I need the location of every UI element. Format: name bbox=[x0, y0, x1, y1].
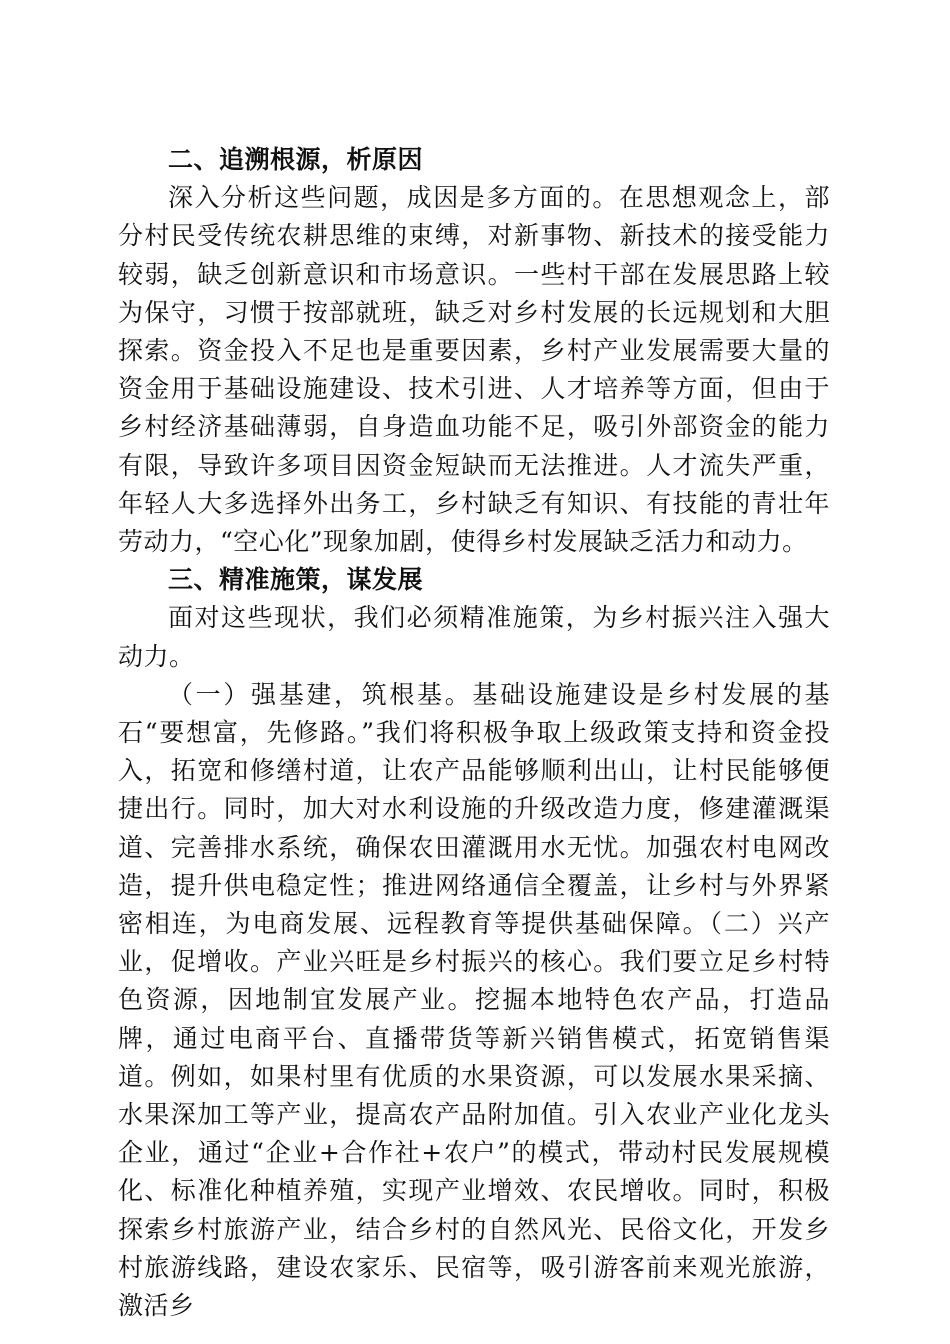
section-3-paragraph-2: （一）强基建，筑根基。基础设施建设是乡村发展的基石“要想富，先修路。”我们将积极争取上级政策支持和资金投入，拓宽和修缮村道，让农产品能够顺利出山，让村民能够便捷出行。同时，加大对水利设施的升级改造力度，修建灌溉渠道、完善排水系统，确保农田灌溉用水无忧。加强农村电网改造，提升供电稳定性；推进网络通信全覆盖，让乡村与外界紧密相连，为电商发展、远程教育等提供基础保障。（二）兴产业，促增收。产业兴旺是乡村振兴的核心。我们要立足乡村特色资源，因地制宜发展产业。挖掘本地特色农产品，打造品牌，通过电商平台、直播带货等新兴销售模式，拓宽销售渠道。例如，如果村里有优质的水果资源，可以发展水果采摘、水果深加工等产业，提高农产品附加值。引入农业产业化龙头企业，通过“企业+合作社+农户”的模式，带动村民发展规模化、标准化种植养殖，实现产业增效、农民增收。同时，积极探索乡村旅游产业，结合乡村的自然风光、民俗文化，开发乡村旅游线路，建设农家乐、民宿等，吸引游客前来观光旅游，激活乡 bbox=[118, 679, 830, 1321]
document-page bbox=[118, 141, 830, 1325]
section-2-paragraph-1: 深入分析这些问题，成因是多方面的。在思想观念上，部分村民受传统农耕思维的束缚，对新事物、新技术的接受能力较弱，缺乏创新意识和市场意识。一些村干部在发展思路上较为保守，习惯于按部就班，缺乏对乡村发展的长远规划和大胆探索。资金投入不足也是重要因素，乡村产业发展需要大量的资金用于基础设施建设、技术引进、人才培养等方面，但由于乡村经济基础薄弱，自身造血功能不足，吸引外部资金的能力有限，导致许多项目因资金短缺而无法推进。人才流失严重，年轻人大多选择外出务工，乡村缺乏有知识、有技能的青壮年劳动力，“空心化”现象加剧，使得乡村发展缺乏活力和动力。 bbox=[118, 183, 830, 557]
section-3-paragraph-1: 面对这些现状，我们必须精准施策，为乡村振兴注入强大动力。 bbox=[118, 603, 830, 671]
section-3-heading: 三、精准施策，谋发展 bbox=[168, 565, 424, 595]
section-2-heading: 二、追溯根源，析原因 bbox=[168, 145, 424, 174]
